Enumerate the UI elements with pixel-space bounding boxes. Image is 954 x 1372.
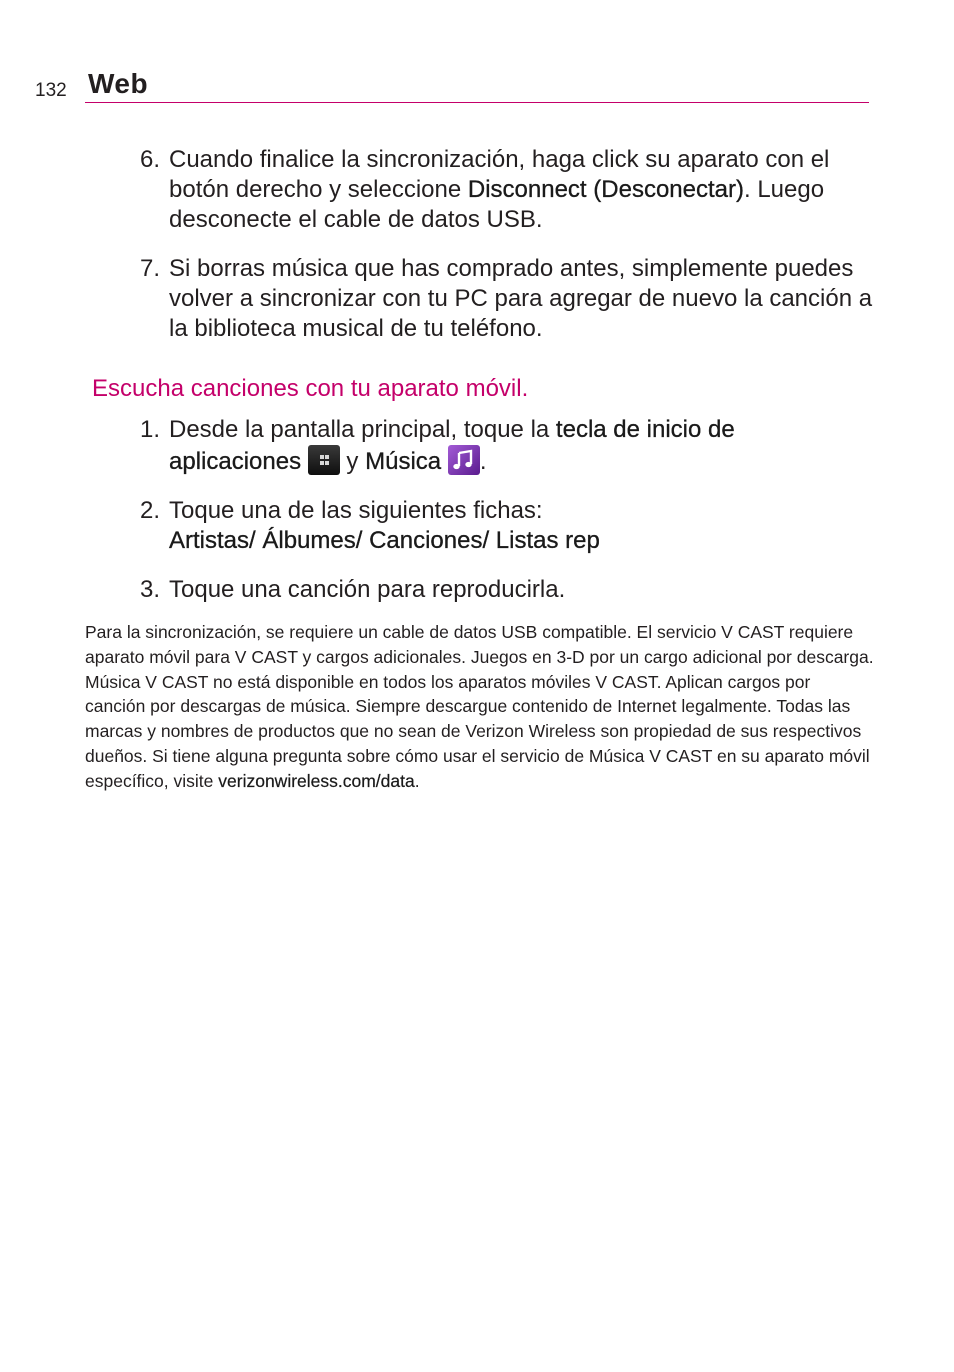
step-text-part: Desde la pantalla principal, toque la bbox=[169, 416, 556, 443]
footnote bbox=[85, 620, 875, 794]
header-rule bbox=[85, 102, 869, 103]
step-text-part: Cuando finalice la sincronización, haga click su aparato con el botón derecho y seleccione bbox=[169, 146, 830, 203]
step-text bbox=[169, 145, 880, 235]
step-text-part: . Luego desconecte el cable de datos USB. bbox=[169, 176, 825, 233]
steps-list-play bbox=[140, 415, 880, 605]
step-text-part: y bbox=[339, 448, 366, 475]
page-header bbox=[35, 68, 869, 104]
step-text bbox=[169, 415, 880, 477]
step-text: Toque una de las siguientes fichas: bbox=[169, 497, 543, 524]
step-number: 1. bbox=[140, 416, 161, 443]
list-item bbox=[140, 575, 880, 605]
step-text-part: . bbox=[479, 448, 487, 475]
footnote-text: Para la sincronización, se requiere un cable de datos USB compatible. El servicio V CAST requiere aparato móvil para V CAST y cargos adicionales. Juegos en 3-D por un cargo adicional por descarga. Música V CAST no está disponible en todos los aparatos móviles V CAST. Aplican cargos por canción por descargas de música. Siempre descargue contenido de Internet legalmente. Todas las marcas y nombres de productos que no sean de Verizon Wireless son propiedad de sus respectivos dueños. Si tiene alguna pregunta sobre cómo usar el servicio de Música V CAST en su aparato móvil específico, visite bbox=[85, 622, 874, 791]
apps-grid-icon bbox=[308, 445, 340, 475]
list-item bbox=[140, 145, 880, 235]
list-item bbox=[140, 496, 880, 556]
list-item bbox=[140, 254, 880, 344]
ui-term-tabs: Artistas/ Álbumes/ Canciones/ Listas rep bbox=[169, 527, 600, 554]
page-number: 132 bbox=[35, 80, 67, 101]
steps-list-sync bbox=[140, 145, 880, 344]
footnote-end: . bbox=[414, 770, 420, 791]
ui-term-music: Música bbox=[365, 448, 442, 475]
step-number: 3. bbox=[140, 576, 161, 603]
music-note-icon bbox=[448, 445, 480, 475]
ui-term-app-launcher: tecla de inicio de aplicaciones bbox=[169, 416, 735, 475]
step-text: Toque una canción para reproducirla. bbox=[169, 576, 566, 603]
ui-term-disconnect: Disconnect (Desconectar) bbox=[467, 176, 744, 203]
section-title: Web bbox=[88, 68, 149, 99]
step-number: 2. bbox=[140, 497, 161, 524]
music-app-icon bbox=[448, 445, 480, 475]
step-text: Si borras música que has comprado antes, simplemente puedes volver a sincronizar con tu PC para agregar de nuevo la canción a la biblioteca musical de tu teléfono. bbox=[169, 255, 873, 342]
subheading: Escucha canciones con tu aparato móvil. bbox=[92, 375, 529, 402]
list-item bbox=[140, 415, 880, 477]
step-number: 6. bbox=[140, 146, 161, 173]
footnote-url: verizonwireless.com/data bbox=[218, 770, 415, 791]
step-number: 7. bbox=[140, 255, 161, 282]
